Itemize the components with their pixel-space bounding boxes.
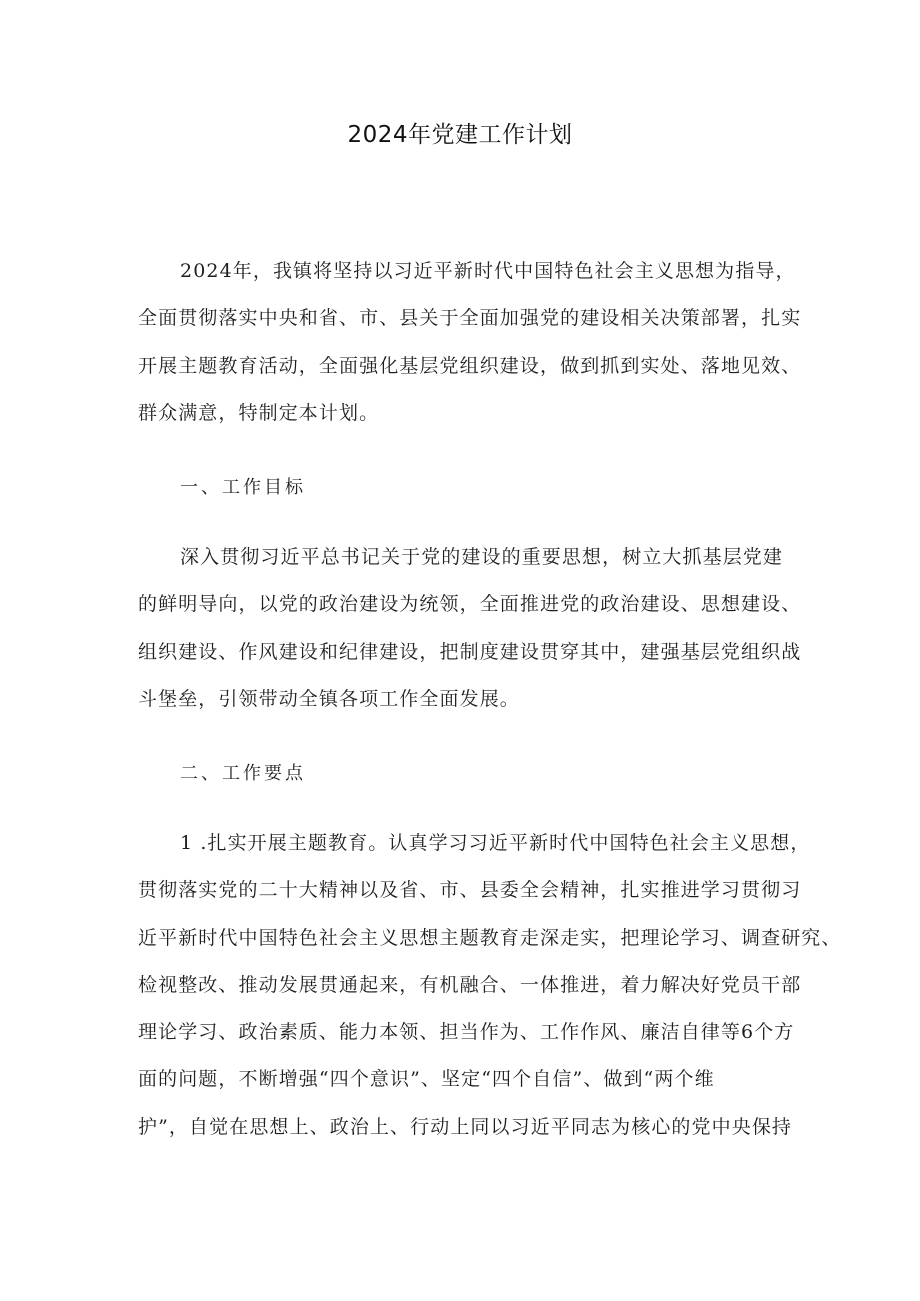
- text-line: 贯彻落实党的二十大精神以及省、市、县委全会精神，扎实推进学习贯彻习: [138, 879, 802, 902]
- text-line: 深入贯彻习近平总书记关于党的建设的重要思想，树立大抓基层党建: [180, 546, 784, 568]
- text-line: 护”，自觉在思想上、政治上、行动上同以习近平同志为核心的党中央保持: [138, 1115, 793, 1138]
- document-title: 2024年党建工作计划: [347, 122, 573, 148]
- text-line: 2024年，我镇将坚持以习近平新时代中国特色社会主义思想为指导，: [180, 260, 796, 282]
- text-line: 1 .扎实开展主题教育。认真学习习近平新时代中国特色社会主义思想，: [180, 832, 811, 854]
- text-line: 检视整改、推动发展贯通起来，有机融合、一体推进，着力解决好党员干部: [138, 973, 802, 996]
- text-line: 面的问题，不断增强“四个意识”、坚定“四个自信”、做到“两个维: [138, 1068, 715, 1091]
- goals-paragraph: [138, 534, 838, 723]
- text-line: 开展主题教育活动，全面强化基层党组织建设，做到抓到实处、落地见效、: [138, 354, 802, 377]
- section-heading-goals: 一、工作目标: [180, 477, 306, 498]
- text-line: 全面贯彻落实中央和省、市、县关于全面加强党的建设相关决策部署，扎实: [138, 307, 802, 330]
- intro-paragraph: [138, 248, 838, 437]
- text-line: 理论学习、政治素质、能力本领、担当作为、工作作风、廉洁自律等6个方: [138, 1021, 795, 1044]
- key-points-paragraph: [138, 820, 842, 1151]
- text-line: 斗堡垒，引领带动全镇各项工作全面发展。: [138, 687, 520, 710]
- text-line: 的鲜明导向，以党的政治建设为统领，全面推进党的政治建设、思想建设、: [138, 593, 802, 616]
- text-line: 群众满意，特制定本计划。: [138, 401, 380, 424]
- section-heading-key-points: 二、工作要点: [180, 763, 306, 784]
- text-line: 近平新时代中国特色社会主义思想主题教育走深走实，把理论学习、调查研究、: [138, 926, 842, 949]
- text-line: 组织建设、作风建设和纪律建设，把制度建设贯穿其中，建强基层党组织战: [138, 640, 802, 663]
